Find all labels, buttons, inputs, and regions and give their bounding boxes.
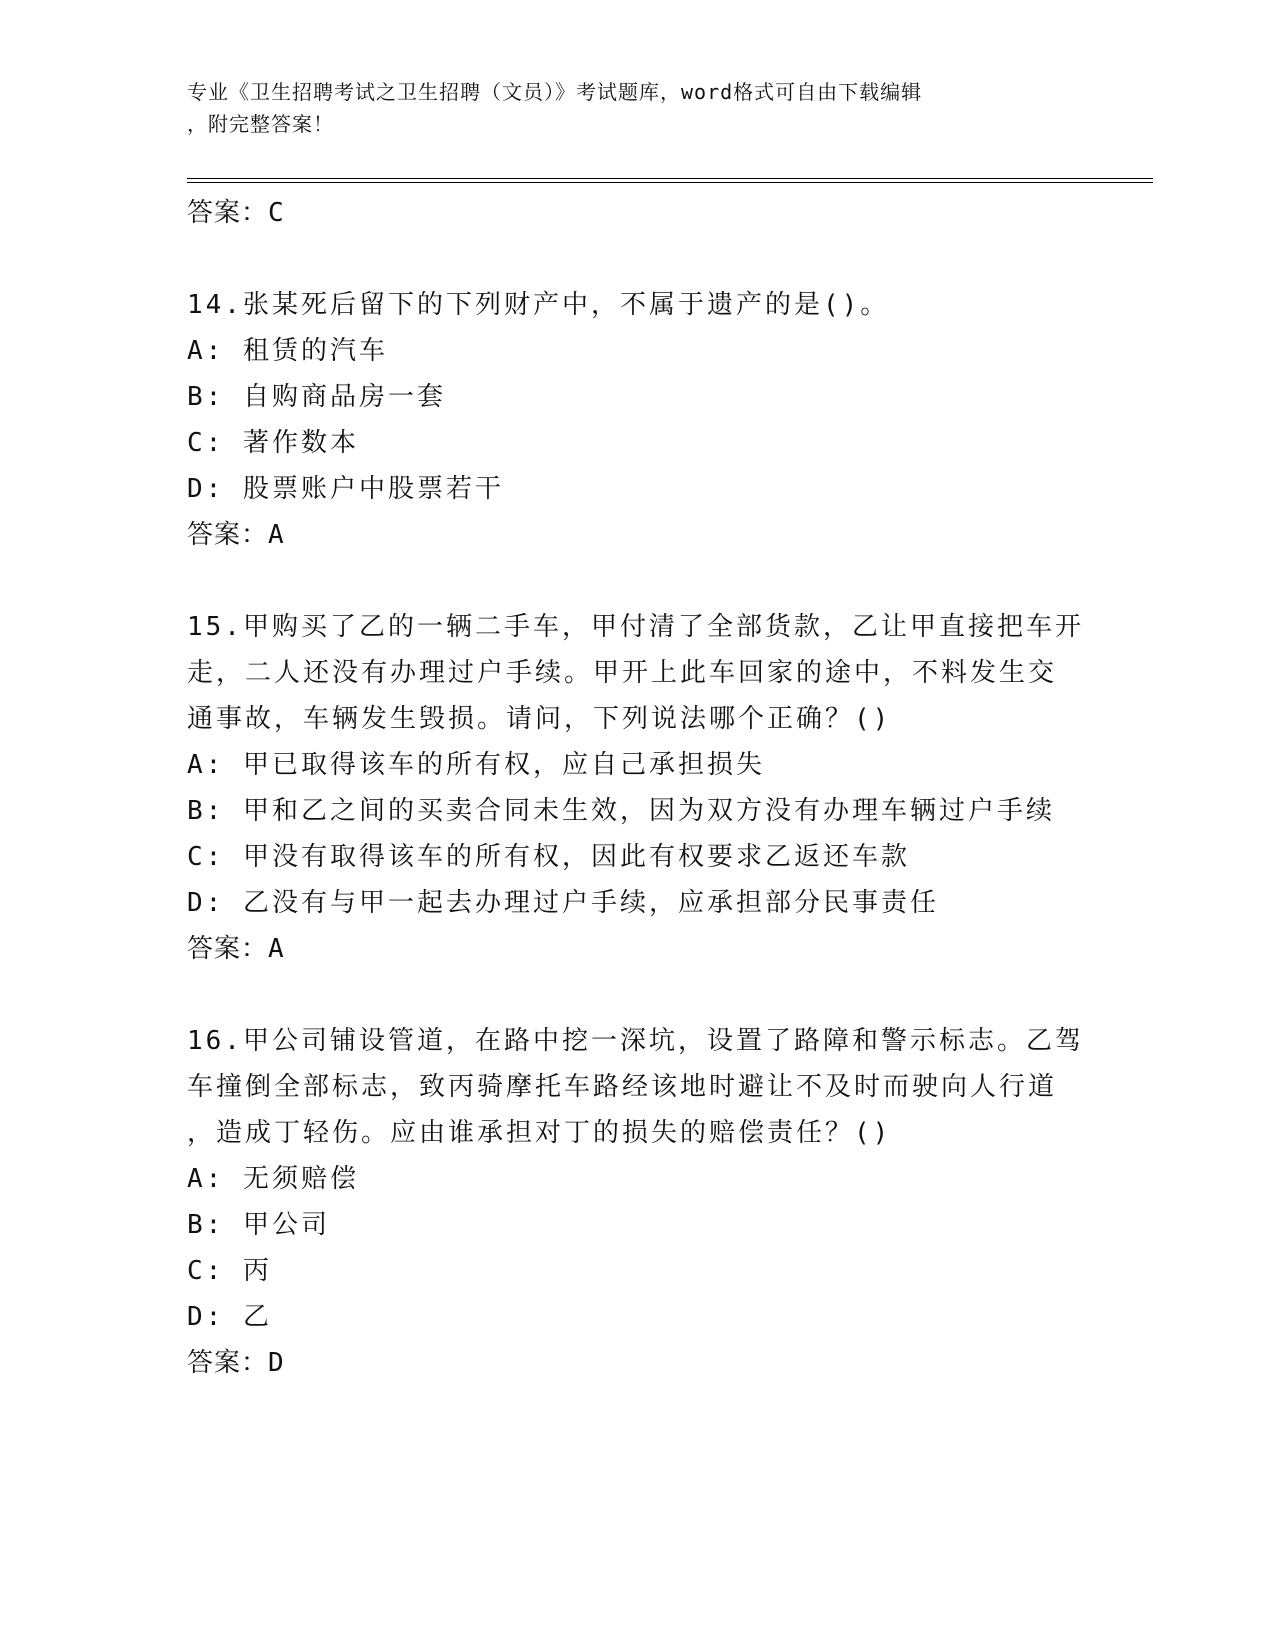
header-line-2: ，附完整答案！ — [187, 112, 334, 136]
question-15 — [187, 604, 1087, 972]
answer-label: 答案： — [187, 1348, 269, 1378]
option-d: D: 股票账户中股票若干 — [187, 474, 504, 504]
answer-line — [187, 512, 1087, 558]
option-c: C: 丙 — [187, 1256, 272, 1286]
answer-line — [187, 190, 1087, 236]
answer-value: C — [268, 198, 285, 228]
option-d: D: 乙 — [187, 1302, 272, 1332]
question-16 — [187, 1018, 1087, 1386]
option-a: A: 甲已取得该车的所有权，应自己承担损失 — [187, 750, 765, 780]
question-text: 14.张某死后留下的下列财产中，不属于遗产的是()。 — [187, 290, 890, 320]
option-d: D: 乙没有与甲一起去办理过户手续，应承担部分民事责任 — [187, 888, 939, 918]
question-text: 车撞倒全部标志，致丙骑摩托车路经该地时避让不及时而驶向人行道 — [187, 1072, 1058, 1102]
option-b: B: 甲公司 — [187, 1210, 330, 1240]
option-a: A: 无须赔偿 — [187, 1164, 359, 1194]
answer-label: 答案： — [187, 520, 269, 550]
header-divider — [187, 178, 1153, 183]
question-text: ，造成丁轻伤。应由谁承担对丁的损失的赔偿责任？() — [187, 1118, 892, 1148]
document-header — [187, 76, 1067, 140]
question-text: 走，二人还没有办理过户手续。甲开上此车回家的途中，不料发生交 — [187, 658, 1058, 688]
option-b: B: 自购商品房一套 — [187, 382, 446, 412]
answer-label: 答案： — [187, 934, 269, 964]
question-list — [187, 190, 1087, 1386]
answer-line — [187, 926, 1087, 972]
option-b: B: 甲和乙之间的买卖合同未生效，因为双方没有办理车辆过户手续 — [187, 796, 1055, 826]
option-a: A: 租赁的汽车 — [187, 336, 388, 366]
option-c: C: 甲没有取得该车的所有权，因此有权要求乙返还车款 — [187, 842, 910, 872]
answer-value: A — [268, 934, 285, 964]
option-c: C: 著作数本 — [187, 428, 359, 458]
header-line-1: 专业《卫生招聘考试之卫生招聘（文员）》考试题库，word格式可自由下载编辑 — [187, 80, 923, 104]
question-text: 15.甲购买了乙的一辆二手车，甲付清了全部货款，乙让甲直接把车开 — [187, 612, 1084, 642]
answer-value: A — [268, 520, 285, 550]
answer-value: D — [268, 1348, 285, 1378]
question-text: 通事故，车辆发生毁损。请问，下列说法哪个正确？() — [187, 704, 892, 734]
answer-label: 答案： — [187, 198, 269, 228]
answer-line — [187, 1340, 1087, 1386]
question-14 — [187, 282, 1087, 558]
question-text: 16.甲公司铺设管道，在路中挖一深坑，设置了路障和警示标志。乙驾 — [187, 1026, 1084, 1056]
